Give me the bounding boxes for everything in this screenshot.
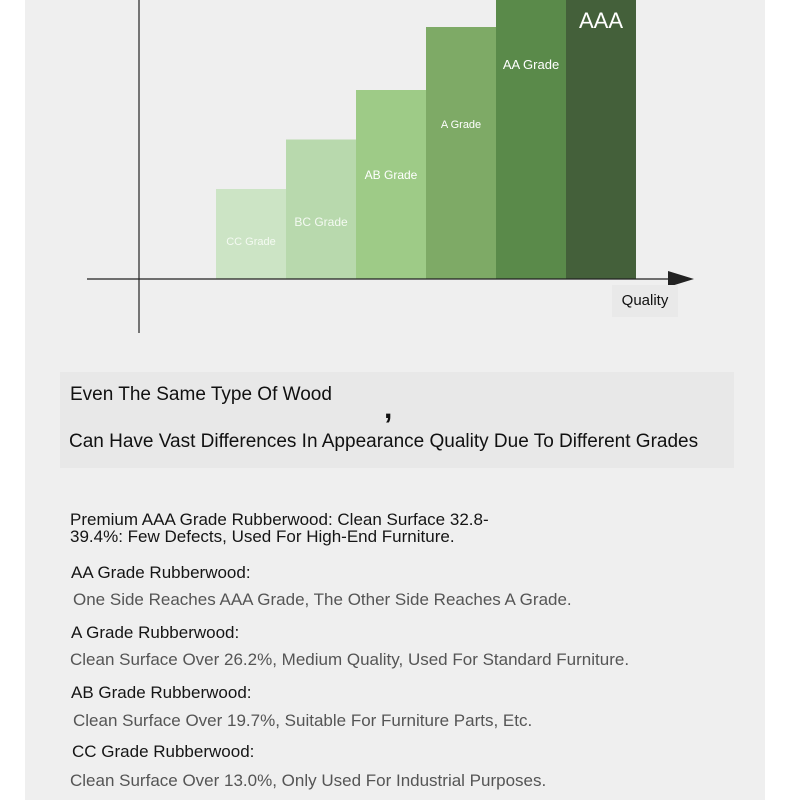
bar-a-grade	[426, 27, 496, 279]
headline-comma: ,	[384, 392, 393, 425]
cc-grade-title: CC Grade Rubberwood:	[72, 742, 255, 761]
bar-label-a-grade: A Grade	[440, 118, 482, 131]
bar-label-ab-grade: AB Grade	[364, 167, 418, 182]
bar-label-cc-grade: CC Grade	[226, 235, 276, 248]
bar-aaa	[566, 0, 636, 279]
bar-cc-grade	[216, 189, 286, 279]
a-grade-desc: Clean Surface Over 26.2%, Medium Quality, Used For Standard Furniture.	[70, 650, 630, 669]
bar-label-aaa: AAA	[578, 8, 624, 33]
premium-grade-text: Premium AAA Grade Rubberwood: Clean Surface 32.8-39.4%: Few Defects, Used For High-End Furniture.	[70, 510, 489, 546]
aa-grade-title: AA Grade Rubberwood:	[71, 563, 251, 582]
bar-bc-grade	[286, 140, 356, 280]
headline-line-2: Can Have Vast Differences In Appearance Quality Due To Different Grades	[69, 431, 699, 452]
x-axis-label: Quality	[612, 285, 678, 317]
bar-label-aa-grade: AA Grade	[502, 56, 560, 72]
ab-grade-desc: Clean Surface Over 19.7%, Suitable For Furniture Parts, Etc.	[73, 711, 533, 730]
headline-line-1: Even The Same Type Of Wood	[70, 384, 332, 405]
bar-label-bc-grade: BC Grade	[294, 214, 348, 229]
bar-ab-grade	[356, 90, 426, 279]
aa-grade-desc: One Side Reaches AAA Grade, The Other Side Reaches A Grade.	[73, 590, 572, 609]
a-grade-title: A Grade Rubberwood:	[71, 623, 240, 642]
bar-aa-grade	[496, 0, 566, 279]
ab-grade-title: AB Grade Rubberwood:	[71, 683, 252, 702]
cc-grade-desc: Clean Surface Over 13.0%, Only Used For Industrial Purposes.	[70, 771, 547, 790]
